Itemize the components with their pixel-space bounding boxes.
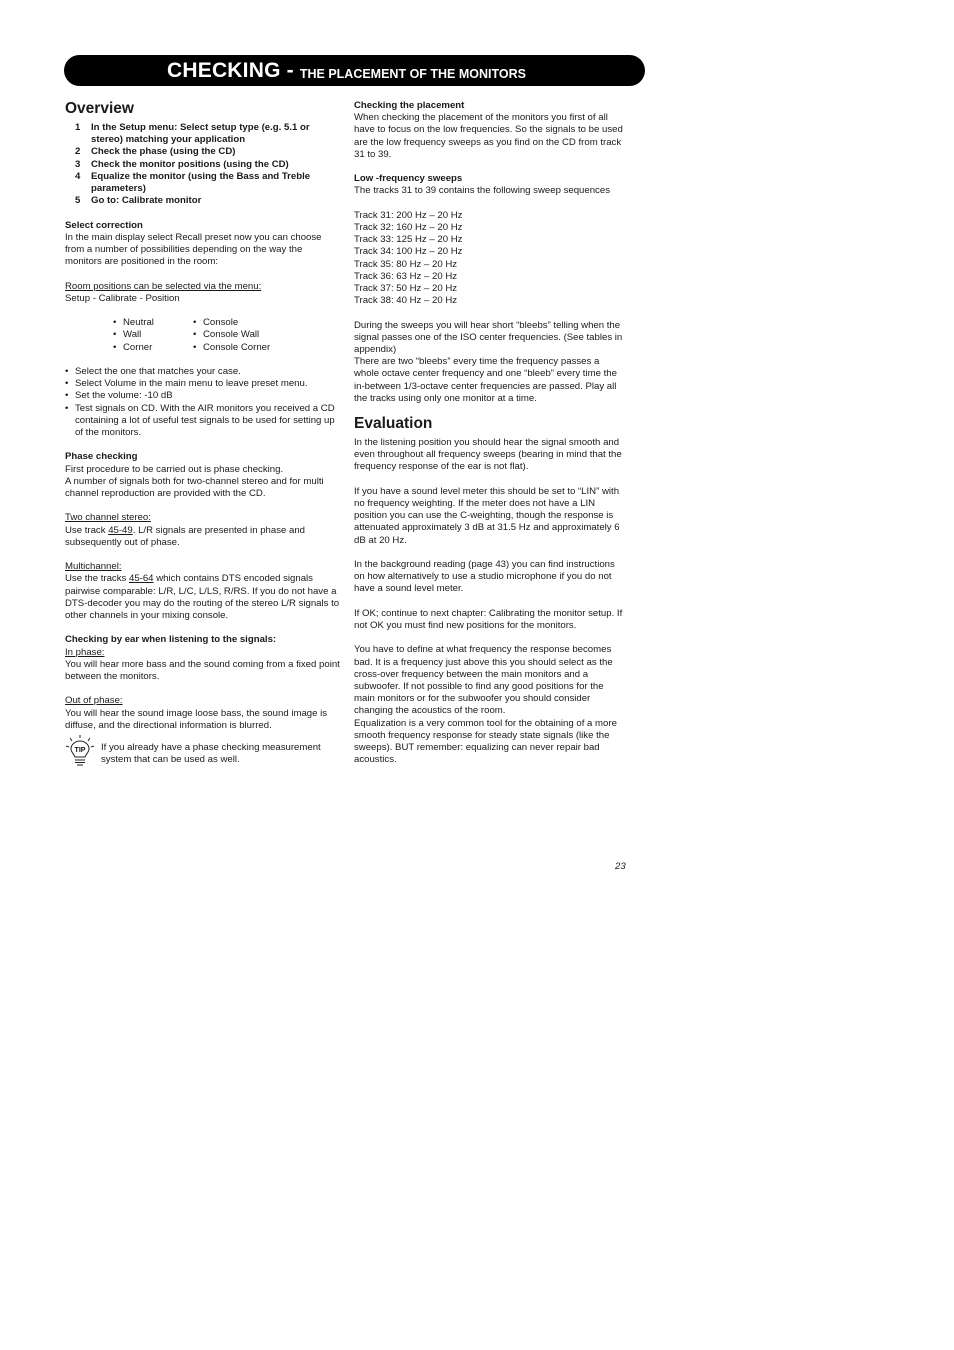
sweeps-text-1: During the sweeps you will hear short “bleebs” telling when the signal passes one of the ISO center frequencies. (See tables in appendix)	[354, 319, 623, 356]
evaluation-p3: In the background reading (page 43) you can find instructions on how alternatively to use a studio microphone if you do not have a sound level meter.	[354, 559, 615, 595]
bullet-text: Select the one that matches your case.	[75, 366, 241, 377]
phase-checking-body2: A number of signals both for two-channel stereo and for multi channel reproduction are provided with the CD.	[65, 475, 324, 500]
two-channel-post: . L/R signals are presented in phase and subsequently out of phase.	[65, 524, 306, 548]
chapter-banner	[64, 55, 645, 86]
step-text: Check the phase (using the CD)	[91, 146, 236, 158]
list-item: • Wall	[113, 329, 142, 341]
list-item: Track 35: 80 Hz – 20 Hz	[354, 258, 458, 270]
tip-box	[65, 740, 341, 768]
list-item	[65, 146, 341, 158]
evaluation-p1: In the listening position you should hear the signal smooth and even throughout all frequency sweeps (bearing in mind that the frequency response of the ear is not flat).	[354, 437, 622, 473]
multichannel-label: Multichannel:	[65, 561, 122, 573]
in-phase-label: In phase:	[65, 646, 105, 658]
bullet-text: Select Volume in the main menu to leave preset menu.	[75, 378, 308, 390]
list-item: Track 31: 200 Hz – 20 Hz	[354, 209, 463, 221]
track-link-45-64[interactable]: 45-64	[128, 573, 154, 585]
multichannel-post: which contains DTS encoded signals pairwise comparable: L/R, L/C, L/LS, R/RS. If you do not have a DTS-decoder you may do the routing of the stereo L/R signals to other channels in your mixing console.	[65, 573, 340, 622]
multichannel-text	[65, 573, 341, 622]
chapter-subtitle: THE PLACEMENT OF THE MONITORS	[299, 66, 527, 81]
position-option: Wall	[123, 329, 142, 341]
list-item: Track 37: 50 Hz – 20 Hz	[354, 283, 458, 295]
out-phase-text: You will hear the sound image loose bass, the sound image is diffuse, and the directional information is blurred.	[65, 707, 328, 731]
page-number: 23	[615, 861, 626, 872]
list-item: • Test signals on CD. With the AIR monitors you received a CD containing a lot of useful test signals to be used for setting up of the monitors.	[65, 403, 341, 440]
left-column	[65, 100, 341, 768]
chapter-title: CHECKING -	[167, 58, 294, 82]
track-link-45-49[interactable]: 45-49	[108, 524, 133, 536]
step-number: 2	[75, 146, 81, 158]
overview-steps	[65, 122, 341, 207]
tip-text: If you already have a phase checking measurement system that can be used as well.	[101, 742, 321, 766]
evaluation-p4: If OK; continue to next chapter: Calibrating the monitor setup. If not OK you must find new positions for the monitors.	[354, 607, 623, 632]
list-item: Track 36: 63 Hz – 20 Hz	[354, 270, 458, 282]
list-item: Track 32: 160 Hz – 20 Hz	[354, 222, 463, 233]
list-item	[65, 171, 341, 195]
list-item: • Set the volume: -10 dB	[65, 390, 173, 402]
track-list	[354, 210, 626, 308]
list-item: Track 33: 125 Hz – 20 Hz	[354, 234, 463, 246]
list-item: • Select the one that matches your case.	[65, 366, 241, 377]
list-item: • Console Wall	[193, 329, 260, 341]
low-freq-title: Low -frequency sweeps	[354, 173, 463, 185]
menu-path: Setup - Calibrate - Position	[65, 292, 180, 304]
two-channel-pre: Use track	[65, 524, 109, 536]
step-number: 3	[75, 158, 81, 170]
list-item: • Corner	[113, 341, 153, 353]
phase-checking-title: Phase checking	[65, 451, 138, 463]
evaluation-heading: Evaluation	[354, 415, 433, 433]
in-phase-text: You will hear more bass and the sound coming from a fixed point between the monitors.	[65, 658, 340, 683]
sweeps-text-2: There are two “bleebs” every time the frequency passes a whole octave center frequency and one “bleeb” every time the in-between 1/3-octave center frequencies are passed. Play all the tracks using only one monitor at a time.	[354, 356, 617, 404]
list-item	[65, 122, 341, 146]
two-channel-text	[65, 525, 341, 549]
right-column	[354, 100, 626, 766]
checking-placement-body: When checking the placement of the monitors you first of all have to focus on the low frequencies. So the signals to be used are the low frequency sweeps as you find on the CD from track 31 to 39.	[354, 112, 623, 160]
multichannel-pre: Use the tracks	[65, 573, 129, 585]
list-item: • Select Volume in the main menu to leave preset menu.	[65, 378, 308, 390]
step-text: Equalize the monitor (using the Bass and Treble parameters)	[91, 170, 311, 195]
list-item	[65, 159, 341, 171]
checking-by-ear-title: Checking by ear when listening to the signals:	[65, 634, 277, 646]
room-positions-label: Room positions can be selected via the menu:	[65, 280, 262, 292]
step-number: 5	[75, 195, 81, 207]
select-correction-title: Select correction	[65, 219, 143, 231]
list-item: • Console Corner	[193, 341, 271, 353]
select-correction-body: In the main display select Recall preset now you can choose from a number of possibilities depending on the way the monitors are positioned in the room:	[65, 231, 322, 268]
list-item: Track 34: 100 Hz – 20 Hz	[354, 246, 463, 258]
list-item: • Console	[193, 317, 239, 329]
list-item	[65, 195, 341, 207]
list-item: Track 38: 40 Hz – 20 Hz	[354, 295, 458, 307]
out-phase-label: Out of phase:	[65, 695, 123, 707]
checking-placement-title: Checking the placement	[354, 100, 465, 111]
room-positions-list	[113, 317, 341, 354]
step-number: 4	[75, 170, 81, 182]
position-option: Console Corner	[203, 341, 271, 353]
step-text: Check the monitor positions (using the CD)	[91, 158, 289, 170]
position-option: Neutral	[123, 317, 154, 329]
phase-checking-body: First procedure to be carried out is phase checking.	[65, 463, 284, 475]
bullet-text: Test signals on CD. With the AIR monitors you received a CD containing a lot of useful test signals to be used for setting up of the monitors.	[75, 402, 335, 439]
overview-heading: Overview	[65, 100, 134, 117]
evaluation-p5: You have to define at what frequency the response becomes bad. It is a frequency just above this you should select as the cross-over frequency between the main monitors and a subwoofer. If not possible to find any good positions for the main monitors or for the subwoofer you should consider changing the acoustics of the room.	[354, 644, 613, 717]
tip-lightbulb-icon	[65, 734, 95, 768]
position-option: Console Wall	[203, 329, 260, 341]
correction-bullets	[65, 366, 341, 439]
step-number: 1	[75, 122, 81, 133]
tip-label: TIP	[74, 747, 86, 755]
step-text: Go to: Calibrate monitor	[91, 195, 202, 207]
low-freq-body: The tracks 31 to 39 contains the following sweep sequences	[354, 185, 610, 197]
evaluation-p2: If you have a sound level meter this should be set to “LIN” with no frequency weighting. If the meter does not have a LIN position you can use the C-weighting, though the response is attenuated approximately 3 dB at 31.5 Hz and approximately 6 dB at 20 Hz.	[354, 485, 620, 546]
position-option: Corner	[123, 341, 153, 353]
position-option: Console	[203, 317, 239, 329]
step-text: In the Setup menu: Select setup type (e.g. 5.1 or stereo) matching your application	[91, 122, 310, 146]
evaluation-p6: Equalization is a very common tool for the obtaining of a more smooth frequency response for steady state signals (like the sweeps). BUT remember: equalizing can never repair bad acoustics.	[354, 717, 617, 766]
two-channel-label: Two channel stereo:	[65, 512, 151, 524]
bullet-text: Set the volume: -10 dB	[75, 390, 173, 402]
list-item: • Neutral	[113, 317, 154, 329]
